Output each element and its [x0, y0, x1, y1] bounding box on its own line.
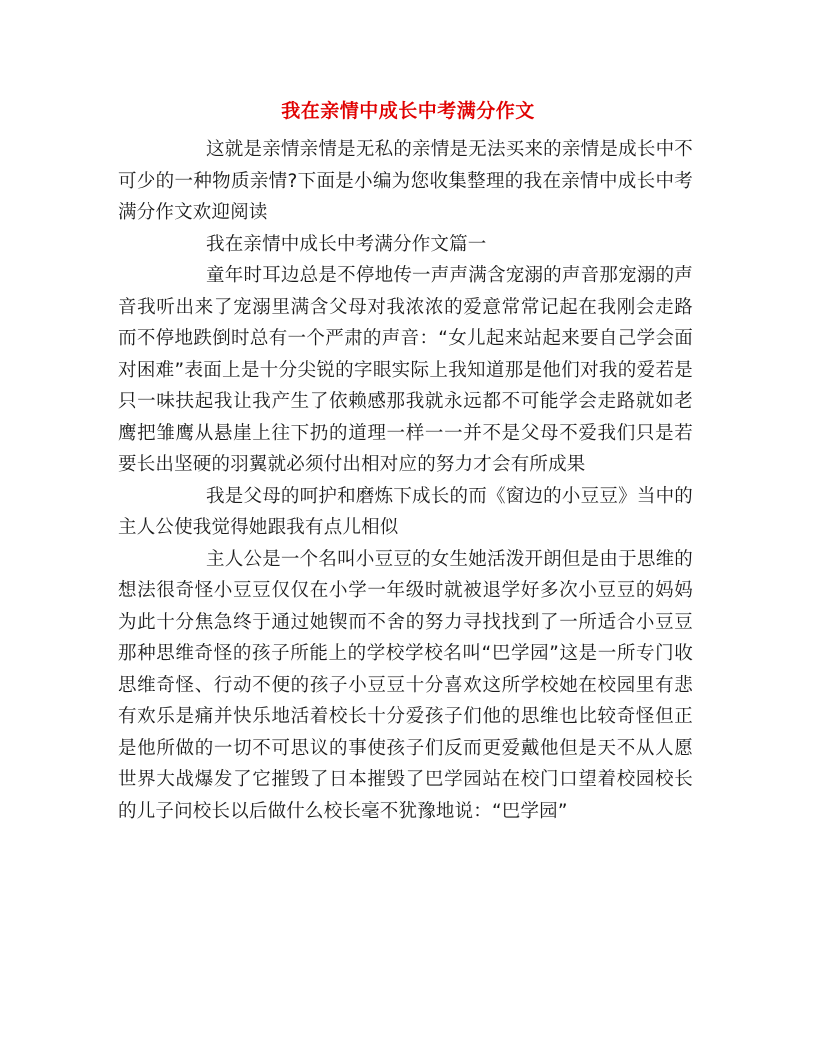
paragraph-childhood: 童年时耳边总是不停地传一声声满含宠溺的声音那宠溺的声音我听出来了宠溺里满含父母对我浓浓的爱意常常记起在我刚会走路而不停地跌倒时总有一个严肃的声音：“女儿起来站起来要自己学会面对困难”表面上是十分尖锐的字眼实际上我知道那是他们对我的爱若是只一味扶起我让我产生了依赖感那我就永远都不可能学会走路就如老鹰把雏鹰从悬崖上往下扔的道理一样一一并不是父母不爱我们只是若要长出坚硬的羽翼就必须付出相对应的努力才会有所成果: [118, 265, 693, 475]
document-body: [118, 134, 693, 827]
paragraph-book: 我是父母的呵护和磨炼下成长的而《窗边的小豆豆》当中的主人公使我觉得她跟我有点儿相似: [118, 485, 693, 538]
section-heading: 我在亲情中成长中考满分作文篇一: [206, 233, 487, 255]
paragraph-protagonist: 主人公是一个名叫小豆豆的女生她活泼开朗但是由于思维的想法很奇怪小豆豆仅仅在小学一年级时就被退学好多次小豆豆的妈妈为此十分焦急终于通过她锲而不舍的努力寻找找到了一所适合小豆豆那种思维奇怪的孩子所能上的学校学校名叫“巴学园”这是一所专门收思维奇怪、行动不便的孩子小豆豆十分喜欢这所学校她在校园里有悲有欢乐是痛并快乐地活着校长十分爱孩子们他的思维也比较奇怪但正是他所做的一切不可思议的事使孩子们反而更爱戴他但是天不从人愿世界大战爆发了它摧毁了日本摧毁了巴学园站在校门口望着校园校长的儿子问校长以后做什么校长毫不犹豫地说：“巴学园”: [118, 548, 693, 822]
document-title: 我在亲情中成长中考满分作文: [281, 100, 535, 122]
paragraph-intro: 这就是亲情亲情是无私的亲情是无法买来的亲情是成长中不可少的一种物质亲情?下面是小编为您收集整理的我在亲情中成长中考满分作文欢迎阅读: [118, 139, 693, 223]
